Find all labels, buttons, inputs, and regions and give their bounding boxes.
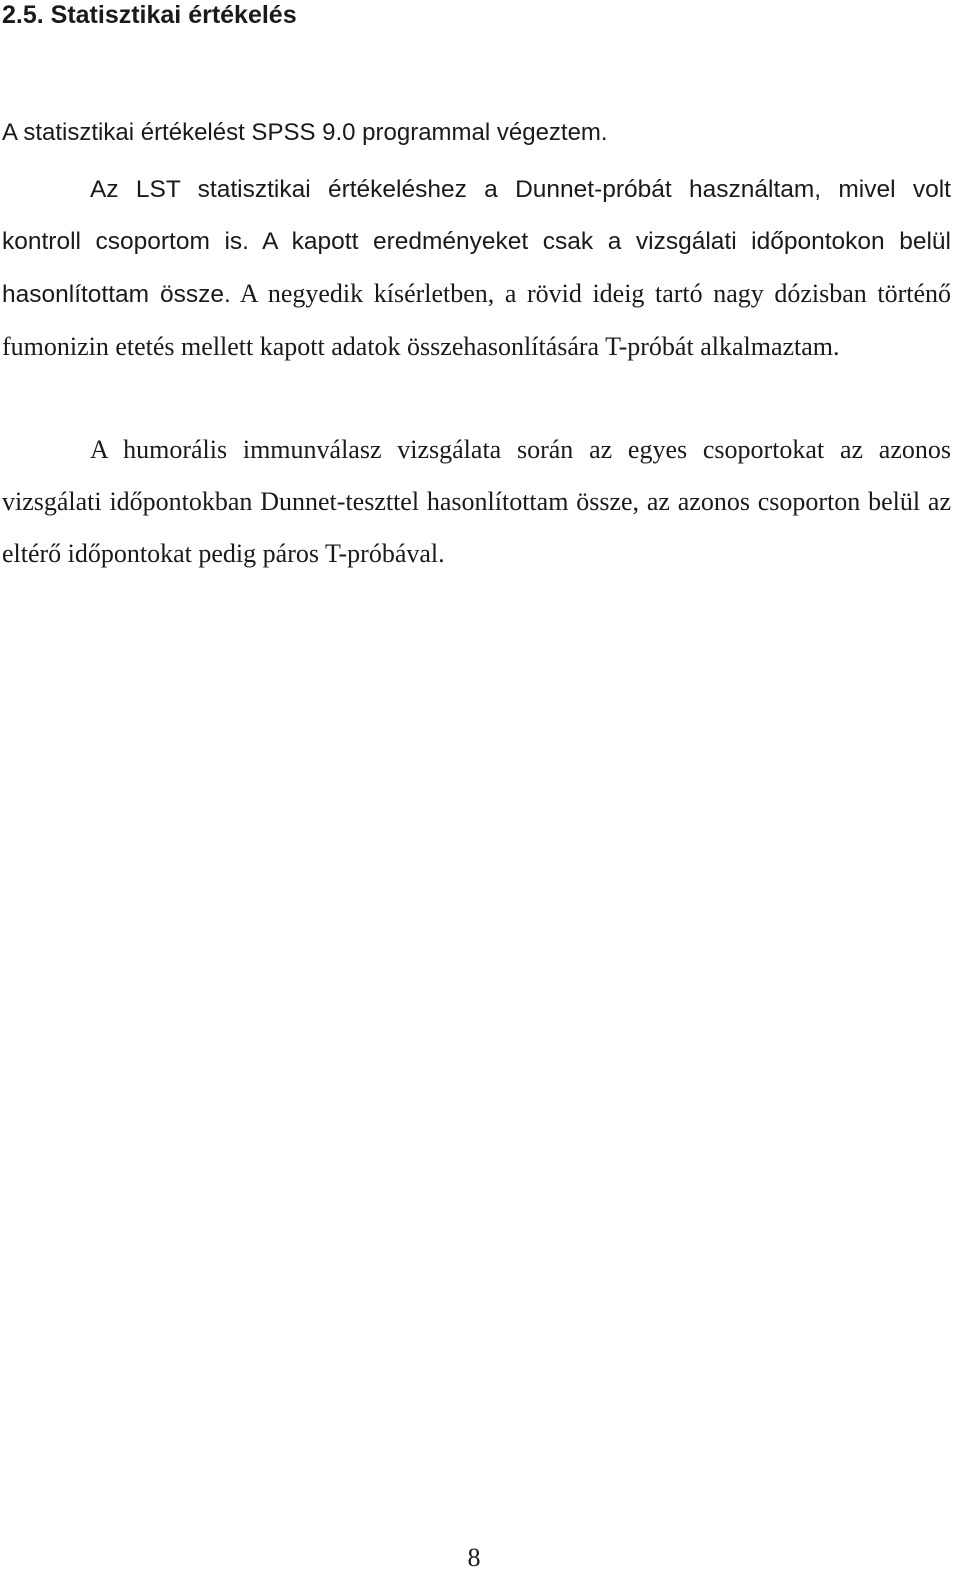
section-heading: 2.5. Statisztikai értékelés — [2, 1, 297, 29]
page-number: 8 — [467, 1543, 481, 1572]
intro-paragraph: A statisztikai értékelést SPSS 9.0 programmal végeztem. — [2, 119, 608, 146]
lst-statistics-paragraph — [2, 164, 951, 374]
humoral-immune-paragraph: A humorális immunválasz vizsgálata során az egyes csoportokat az azonos vizsgálati időpontokban Dunnet-teszttel hasonlítottam össze, az azonos csoporton belül az eltérő időpontokat pedig páros T-próbával. — [2, 435, 951, 568]
lst-t-test-text: A negyedik kísérletben, a rövid ideig tartó nagy dózisban történő fumonizin etetés mellett kapott adatok összehasonlítására T-próbát alkalmaztam. — [2, 279, 951, 361]
lst-dunnet-text: Az LST statisztikai értékeléshez a Dunnet-próbát használtam, mivel volt kontroll csoportom is. A kapott eredményeket csak a vizsgálati időpontokon belül hasonlítottam össze. — [2, 176, 951, 308]
